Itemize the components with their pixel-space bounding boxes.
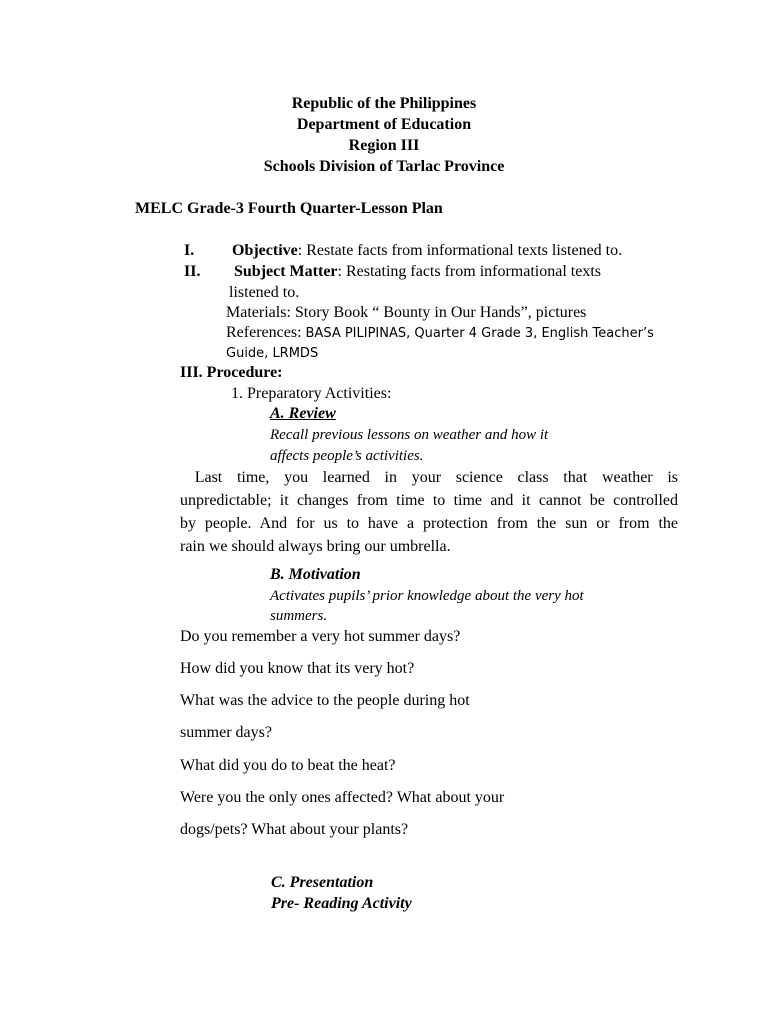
question-item: dogs/pets? What about your plants?: [180, 821, 409, 838]
subject-matter-line: [184, 262, 601, 282]
objective-numeral: I.: [184, 242, 195, 259]
lesson-plan-title: MELC Grade-3 Fourth Quarter-Lesson Plan: [135, 200, 443, 217]
preparatory-activities: 1. Preparatory Activities:: [231, 385, 392, 402]
header-department: Department of Education: [296, 116, 472, 133]
review-note: Recall previous lessons on weather and how it: [270, 427, 549, 443]
question-item: What did you do to beat the heat?: [180, 757, 396, 774]
review-paragraph: [180, 466, 678, 558]
question-item: summer days?: [180, 724, 272, 741]
materials-line: Materials: Story Book “ Bounty in Our Hands”, pictures: [226, 304, 587, 321]
paragraph-line: unpredictable; it changes from time to time and it cannot be controlled: [180, 492, 678, 509]
header-republic: Republic of the Philippines: [291, 95, 477, 112]
review-note-cont: affects people’s activities.: [270, 448, 424, 464]
paragraph-line: Last time, you learned in your science class that weather is: [180, 469, 678, 486]
subject-matter-numeral: II.: [184, 263, 201, 280]
subject-matter-label: Subject Matter: [234, 263, 338, 280]
question-item: How did you know that its very hot?: [180, 660, 415, 677]
motivation-note-cont: summers.: [270, 608, 328, 624]
header-region: Region III: [348, 137, 420, 154]
references-line: [226, 323, 654, 344]
review-heading: A. Review: [270, 405, 336, 422]
subject-matter-text-cont: listened to.: [229, 284, 300, 301]
pre-reading-heading: Pre- Reading Activity: [271, 895, 412, 912]
subject-matter-text: : Restating facts from informational texts: [337, 263, 602, 280]
references-label: References:: [226, 324, 306, 341]
references-text-cont: Guide, LRMDS: [226, 346, 319, 361]
motivation-note: Activates pupils’ prior knowledge about the very hot: [270, 588, 584, 604]
presentation-heading: C. Presentation: [271, 874, 374, 891]
question-item: Do you remember a very hot summer days?: [180, 628, 461, 645]
motivation-heading: B. Motivation: [270, 566, 361, 583]
references-text: BASA PILIPINAS, Quarter 4 Grade 3, English Teacher’s: [305, 326, 654, 341]
procedure-heading: III. Procedure:: [180, 364, 283, 381]
paragraph-line: rain we should always bring our umbrella.: [180, 538, 451, 555]
header-division: Schools Division of Tarlac Province: [263, 158, 505, 175]
question-item: What was the advice to the people during hot: [180, 692, 470, 709]
question-item: Were you the only ones affected? What about your: [180, 789, 505, 806]
objective-text: : Restate facts from informational texts listened to.: [297, 242, 623, 259]
objective-line: [184, 241, 622, 261]
paragraph-line: by people. And for us to have a protection from the sun or from the: [180, 515, 678, 532]
objective-label: Objective: [232, 242, 298, 259]
